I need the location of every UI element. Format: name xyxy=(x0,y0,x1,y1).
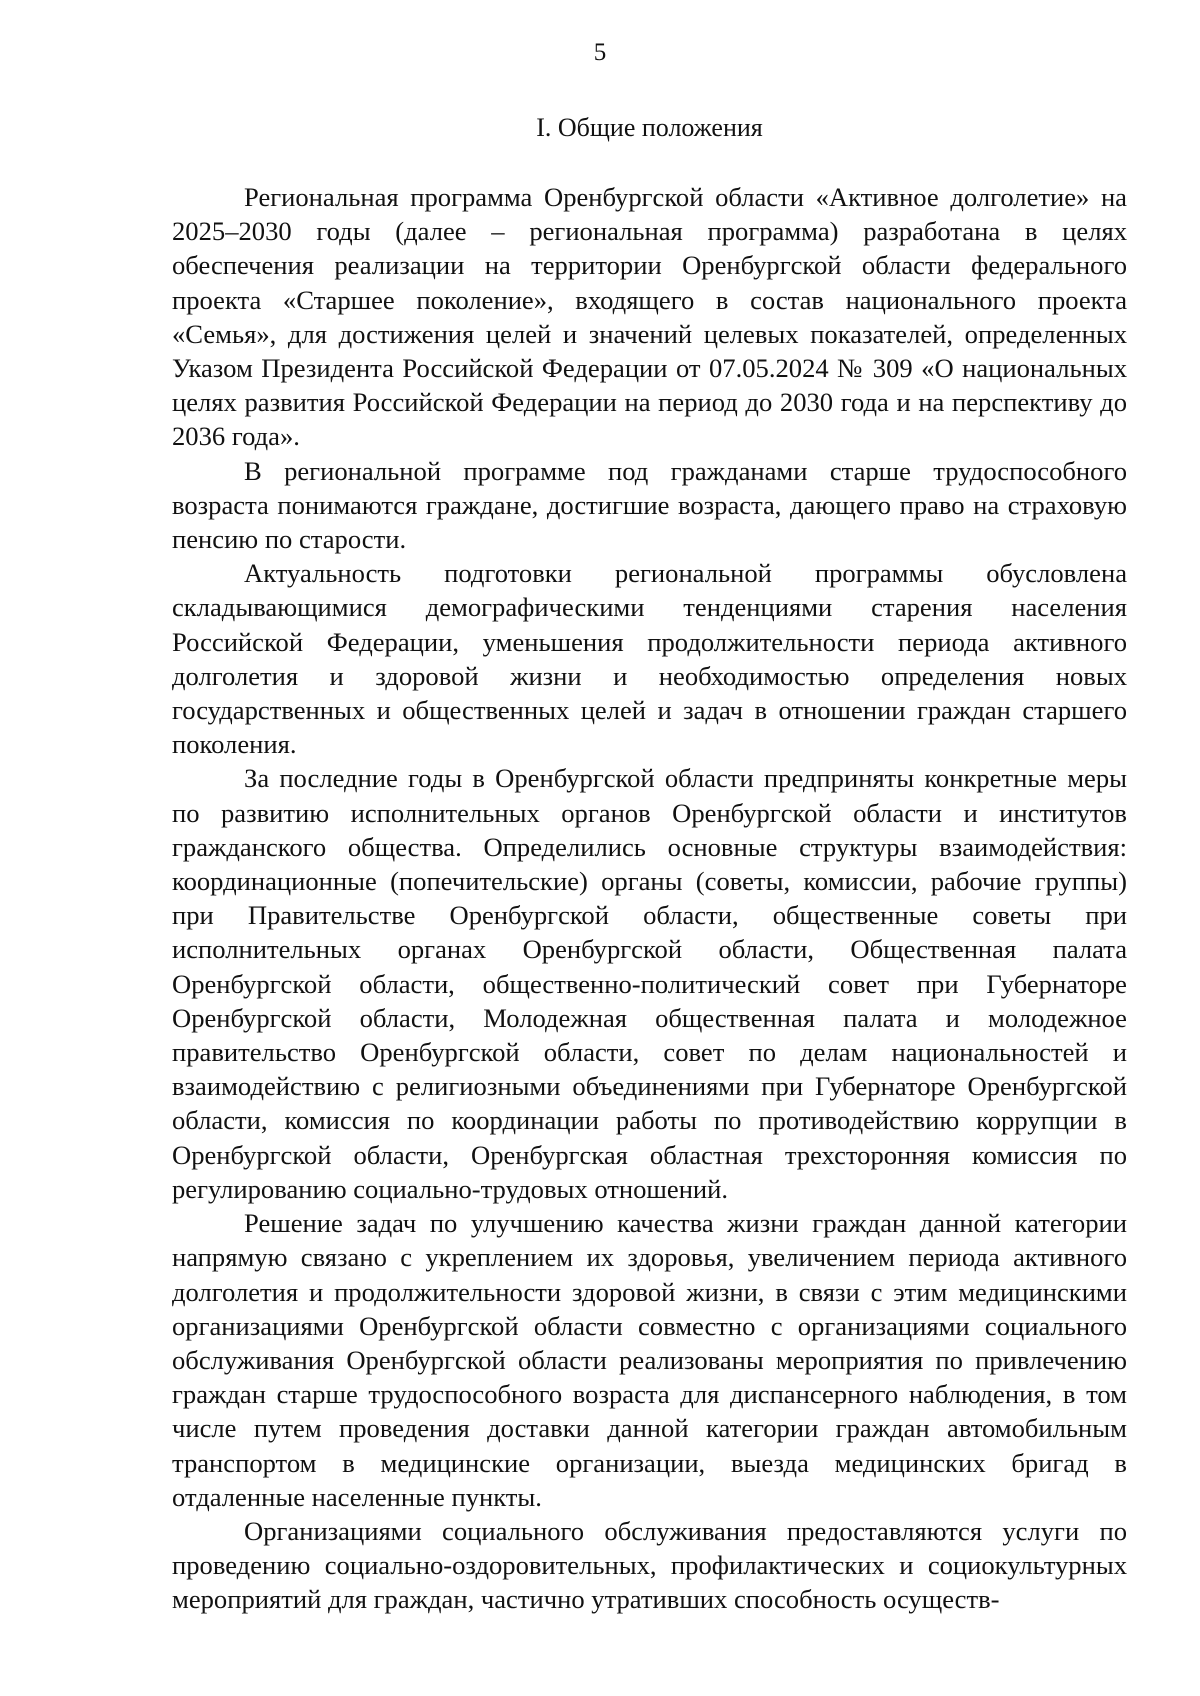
paragraph-3: Актуальность подготовки региональной программы обусловлена складывающимися демографическими тенденциями старения населения Российской Федерации, уменьшения продолжительности периода активного долголетия и здоровой жизни и необходимостью определения новых государственных и общественных целей и задач в отношении граждан старшего поколения. xyxy=(172,558,1127,760)
paragraph-4: За последние годы в Оренбургской области предприняты конкретные меры по развитию исполнительных органов Оренбургской области и институтов гражданского общества. Определились основные структуры взаимодействия: координационные (попечительские) органы (советы, комиссии, рабочие группы) при Правительстве Оренбургской области, общественные советы при исполнительных органах Оренбургской области, Общественная палата Оренбургской области, общественно-политический совет при Губернаторе Оренбургской области, Молодежная общественная палата и молодежное правительство Оренбургской области, совет по делам национальностей и взаимодействию с религиозными объединениями при Губернаторе Оренбургской области, комиссия по координации работы по противодействию коррупции в Оренбургской области, Оренбургская областная трехсторонняя комиссия по регулированию социально-трудовых отношений. xyxy=(172,763,1127,1204)
paragraph-5: Решение задач по улучшению качества жизни граждан данной категории напрямую связано с укреплением их здоровья, увеличением периода активного долголетия и продолжительности здоровой жизни, в связи с этим медицинскими организациями Оренбургской области совместно с организациями социального обслуживания Оренбургской области реализованы мероприятия по привлечению граждан старше трудоспособного возраста для диспансерного наблюдения, в том числе путем проведения доставки данной категории граждан автомобильным транспортом в медицинские организации, выезда медицинских бригад в отдаленные населенные пункты. xyxy=(172,1208,1127,1512)
paragraph-6: Организациями социального обслуживания предоставляются услуги по проведению социально-оздоровительных, профилактических и социокультурных мероприятий для граждан, частично утративших способность осуществ- xyxy=(172,1515,1127,1615)
body-text xyxy=(172,180,1127,1617)
section-title: I. Общие положения xyxy=(536,113,763,142)
paragraph-2: В региональной программе под гражданами старше трудоспособного возраста понимаются граждане, достигшие возраста, дающего право на страховую пенсию по старости. xyxy=(172,455,1127,555)
paragraph-1: Региональная программа Оренбургской области «Активное долголетие» на 2025–2030 годы (далее – региональная программа) разработана в целях обеспечения реализации на территории Оренбургской области федерального проекта «Старшее поколение», входящего в состав национального проекта «Семья», для достижения целей и значений целевых показателей, определенных Указом Президента Российской Федерации от 07.05.2024 № 309 «О национальных целях развития Российской Федерации на период до 2030 года и на перспективу до 2036 года». xyxy=(172,182,1127,452)
page-number: 5 xyxy=(593,39,607,66)
